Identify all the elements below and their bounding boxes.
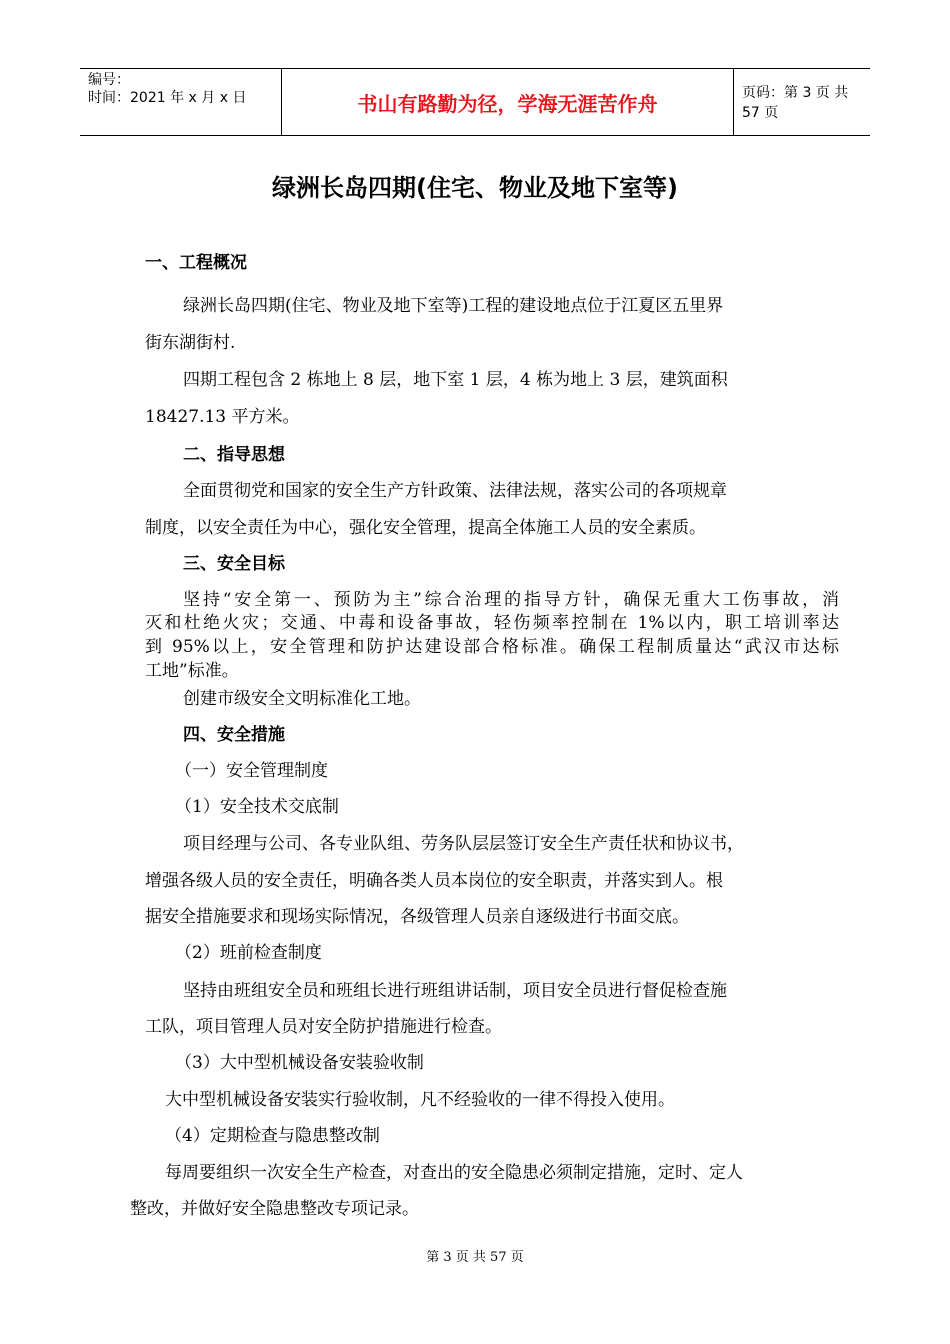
header-meta bbox=[80, 69, 282, 135]
item-heading: （2）班前检查制度 bbox=[175, 943, 322, 963]
paragraph-line: 工地”标准。 bbox=[145, 661, 239, 681]
subsection-heading: （一）安全管理制度 bbox=[175, 761, 328, 781]
paragraph-line: 到 95%以上，安全管理和防护达建设部合格标准。确保工程制质量达“武汉市达标 bbox=[145, 637, 839, 657]
paragraph-line: 坚持由班组安全员和班组长进行班组讲话制，项目安全员进行督促检查施 bbox=[183, 981, 727, 1001]
paragraph-line: 绿洲长岛四期(住宅、物业及地下室等)工程的建设地点位于江夏区五里界 bbox=[183, 296, 724, 316]
paragraph-line: 增强各级人员的安全责任，明确各类人员本岗位的安全职责，并落实到人。根 bbox=[145, 871, 723, 891]
item-heading: （4）定期检查与隐患整改制 bbox=[165, 1126, 380, 1146]
item-heading: （3）大中型机械设备安装验收制 bbox=[175, 1053, 424, 1073]
paragraph-line: 创建市级安全文明标准化工地。 bbox=[183, 689, 421, 709]
document-title: 绿洲长岛四期(住宅、物业及地下室等) bbox=[272, 174, 678, 202]
section-heading: 三、安全目标 bbox=[183, 554, 285, 574]
paragraph-line: 全面贯彻党和国家的安全生产方针政策、法律法规，落实公司的各项规章 bbox=[183, 481, 727, 501]
section-heading: 二、指导思想 bbox=[183, 445, 285, 465]
paragraph-line: 18427.13 平方米。 bbox=[145, 407, 300, 427]
paragraph-line: 大中型机械设备安装实行验收制，凡不经验收的一律不得投入使用。 bbox=[165, 1090, 675, 1110]
paragraph-line: 坚持“安全第一、预防为主”综合治理的指导方针，确保无重大工伤事故，消 bbox=[183, 590, 839, 610]
paragraph-line: 每周要组织一次安全生产检查，对查出的安全隐患必须制定措施，定时、定人 bbox=[165, 1163, 743, 1183]
header-page-number: 页码：第 3 页 共 57 页 bbox=[742, 85, 849, 121]
paragraph-line: 工队，项目管理人员对安全防护措施进行检查。 bbox=[145, 1017, 502, 1037]
paragraph-line: 街东湖街村. bbox=[145, 333, 236, 353]
paragraph-line: 项目经理与公司、各专业队组、劳务队层层签订安全生产责任状和协议书， bbox=[183, 834, 744, 854]
paragraph-line: 制度，以安全责任为中心，强化安全管理，提高全体施工人员的安全素质。 bbox=[145, 518, 706, 538]
section-heading: 一、工程概况 bbox=[145, 253, 247, 273]
paragraph-line: 整改，并做好安全隐患整改专项记录。 bbox=[130, 1199, 419, 1219]
document-date-label: 时间：2021 年 x 月 x 日 bbox=[88, 90, 247, 106]
document-number-label: 编号： bbox=[88, 72, 130, 88]
section-heading: 四、安全措施 bbox=[183, 725, 285, 745]
paragraph-line: 灭和杜绝火灾；交通、中毒和设备事故，轻伤频率控制在 1%以内，职工培训率达 bbox=[145, 613, 839, 633]
item-heading: （1）安全技术交底制 bbox=[175, 797, 339, 817]
paragraph-line: 据安全措施要求和现场实际情况，各级管理人员亲自逐级进行书面交底。 bbox=[145, 907, 689, 927]
page-footer: 第 3 页 共 57 页 bbox=[426, 1250, 524, 1265]
paragraph-line: 四期工程包含 2 栋地上 8 层，地下室 1 层，4 栋为地上 3 层，建筑面积 bbox=[183, 370, 728, 390]
page-header bbox=[80, 68, 870, 136]
header-motto: 书山有路勤为径，学海无涯苦作舟 bbox=[282, 69, 734, 135]
